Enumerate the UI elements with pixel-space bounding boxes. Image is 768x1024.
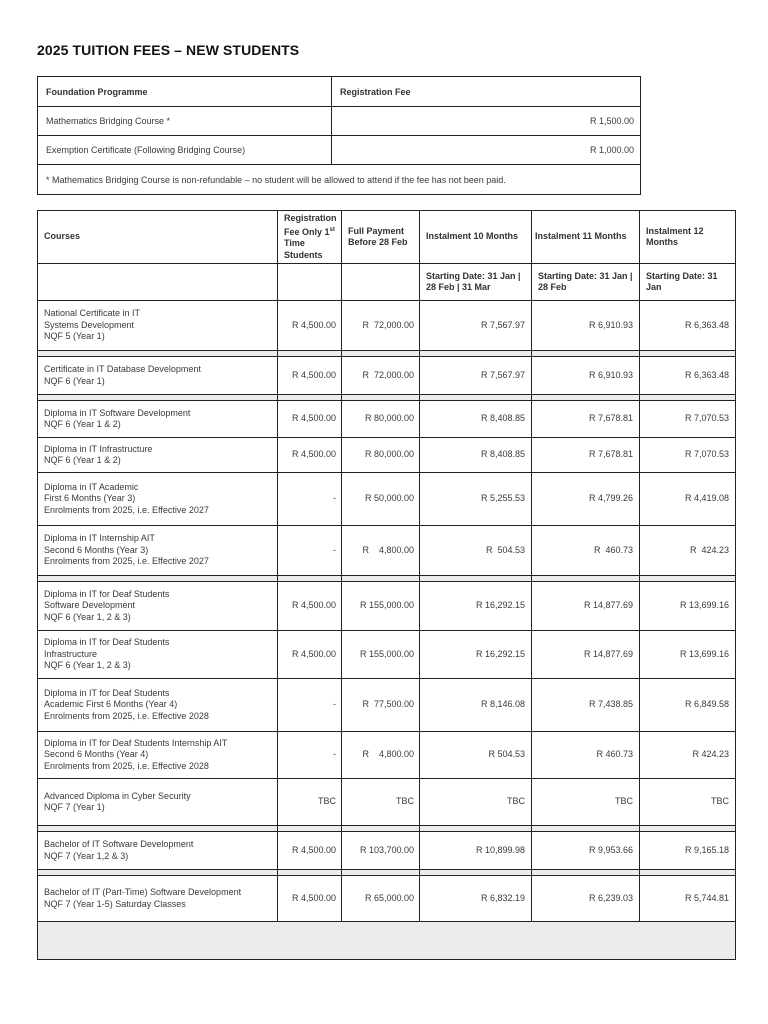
foundation-col-programme: Foundation Programme (38, 77, 332, 107)
full-payment-cell: R 103,700.00 (342, 832, 420, 870)
instalment-12-cell: R 5,744.81 (640, 876, 736, 922)
course-name (38, 401, 278, 438)
instalment-11-cell: R 7,678.81 (532, 401, 640, 438)
instalment-12-cell: R 9,165.18 (640, 832, 736, 870)
col-courses: Courses (38, 211, 278, 264)
registration-fee-cell: R 4,500.00 (278, 438, 342, 473)
course-name-line: Second 6 Months (Year 3) (44, 544, 149, 555)
course-name-line: NQF 6 (Year 1, 2 & 3) (44, 611, 131, 622)
table-row (38, 401, 736, 438)
course-name-line: First 6 Months (Year 3) (44, 493, 136, 504)
instalment-10-cell: TBC (420, 779, 532, 826)
foundation-programme-name: Mathematics Bridging Course * (38, 107, 332, 136)
foundation-header-row (38, 77, 641, 107)
instalment-10-cell: R 6,832.19 (420, 876, 532, 922)
start-date-10: Starting Date: 31 Jan | 28 Feb | 31 Mar (420, 264, 532, 301)
course-name-line: Enrolments from 2025, i.e. Effective 2027 (44, 556, 209, 567)
full-payment-cell: R 155,000.00 (342, 582, 420, 631)
col-full-payment: Full Payment Before 28 Feb (342, 211, 420, 264)
foundation-col-fee: Registration Fee (332, 77, 641, 107)
instalment-12-cell: R 424.23 (640, 732, 736, 779)
registration-fee-cell: R 4,500.00 (278, 582, 342, 631)
course-name-line: Diploma in IT Internship AIT (44, 533, 155, 544)
instalment-11-cell: R 7,438.85 (532, 679, 640, 732)
course-name (38, 779, 278, 826)
course-name (38, 631, 278, 679)
instalment-11-cell: R 460.73 (532, 526, 640, 576)
course-name-line: Infrastructure (44, 648, 98, 659)
course-name-line: NQF 5 (Year 1) (44, 331, 105, 342)
instalment-11-cell: TBC (532, 779, 640, 826)
course-name-line: National Certificate in IT (44, 308, 141, 319)
instalment-10-cell: R 504.53 (420, 526, 532, 576)
full-payment-cell: R 72,000.00 (342, 357, 420, 395)
foundation-table (37, 76, 641, 195)
instalment-10-cell: R 7,567.97 (420, 357, 532, 395)
instalment-11-cell: R 9,953.66 (532, 832, 640, 870)
start-dates-empty (278, 264, 342, 301)
course-name (38, 438, 278, 473)
instalment-12-cell: R 6,363.48 (640, 357, 736, 395)
full-payment-cell: TBC (342, 779, 420, 826)
footer-cell (38, 922, 736, 960)
table-row (38, 136, 641, 165)
course-name-line: Software Development (44, 600, 136, 611)
registration-fee-cell: - (278, 526, 342, 576)
instalment-10-cell: R 8,146.08 (420, 679, 532, 732)
course-name-line: NQF 7 (Year 1,2 & 3) (44, 850, 129, 861)
course-name-line: NQF 7 (Year 1-5) Saturday Classes (44, 898, 186, 909)
table-row (38, 876, 736, 922)
registration-fee-cell: R 4,500.00 (278, 301, 342, 351)
start-date-12: Starting Date: 31 Jan (640, 264, 736, 301)
full-payment-cell: R 155,000.00 (342, 631, 420, 679)
courses-header-row (38, 211, 736, 264)
instalment-10-cell: R 10,899.98 (420, 832, 532, 870)
course-name-line: Advanced Diploma in Cyber Security (44, 790, 191, 801)
table-row (38, 473, 736, 526)
instalment-11-cell: R 6,910.93 (532, 301, 640, 351)
instalment-12-cell: R 7,070.53 (640, 401, 736, 438)
instalment-11-cell: R 14,877.69 (532, 631, 640, 679)
instalment-10-cell: R 504.53 (420, 732, 532, 779)
registration-fee-cell: - (278, 732, 342, 779)
table-row (38, 582, 736, 631)
col-registration-fee-text-b: Time Students (284, 238, 323, 260)
full-payment-cell: R 77,500.00 (342, 679, 420, 732)
registration-fee-cell: - (278, 679, 342, 732)
course-name-line: Diploma in IT for Deaf Students (44, 588, 170, 599)
courses-table (37, 210, 736, 960)
course-name-line: Academic First 6 Months (Year 4) (44, 699, 178, 710)
course-name-line: Certificate in IT Database Development (44, 364, 201, 374)
instalment-12-cell: R 424.23 (640, 526, 736, 576)
course-name-line: Bachelor of IT (Part-Time) Software Development (44, 887, 242, 897)
instalment-11-cell: R 6,910.93 (532, 357, 640, 395)
full-payment-cell: R 4,800.00 (342, 732, 420, 779)
foundation-note-row (38, 165, 641, 195)
course-name-line: Systems Development (44, 319, 135, 330)
foundation-fee: R 1,000.00 (332, 136, 641, 165)
table-row (38, 779, 736, 826)
courses-body (38, 301, 736, 960)
course-name-line: Diploma in IT Software Development (44, 407, 191, 418)
start-date-11: Starting Date: 31 Jan | 28 Feb (532, 264, 640, 301)
table-row (38, 301, 736, 351)
registration-fee-cell: R 4,500.00 (278, 631, 342, 679)
course-name-line: Second 6 Months (Year 4) (44, 749, 149, 760)
foundation-note: * Mathematics Bridging Course is non-refundable – no student will be allowed to attend if the fee has not been paid. (38, 165, 641, 195)
instalment-10-cell: R 16,292.15 (420, 582, 532, 631)
instalment-12-cell: R 7,070.53 (640, 438, 736, 473)
table-row (38, 357, 736, 395)
col-instalment-10: Instalment 10 Months (420, 211, 532, 264)
full-payment-cell: R 80,000.00 (342, 401, 420, 438)
instalment-11-cell: R 6,239.03 (532, 876, 640, 922)
course-name (38, 473, 278, 526)
course-name-line: Bachelor of IT Software Development (44, 839, 194, 849)
registration-fee-cell: TBC (278, 779, 342, 826)
course-name-line: NQF 6 (Year 1) (44, 375, 105, 386)
page-title: 2025 TUITION FEES – NEW STUDENTS (37, 42, 300, 58)
full-payment-cell: R 4,800.00 (342, 526, 420, 576)
course-name (38, 526, 278, 576)
registration-fee-cell: R 4,500.00 (278, 876, 342, 922)
table-row (38, 832, 736, 870)
course-name-line: Diploma in IT Infrastructure (44, 443, 153, 454)
table-row (38, 107, 641, 136)
instalment-11-cell: R 4,799.26 (532, 473, 640, 526)
registration-fee-cell: R 4,500.00 (278, 357, 342, 395)
instalment-12-cell: R 6,363.48 (640, 301, 736, 351)
course-name (38, 732, 278, 779)
instalment-10-cell: R 5,255.53 (420, 473, 532, 526)
instalment-11-cell: R 14,877.69 (532, 582, 640, 631)
course-name-line: NQF 6 (Year 1, 2 & 3) (44, 660, 131, 671)
instalment-12-cell: R 6,849.58 (640, 679, 736, 732)
start-dates-empty (342, 264, 420, 301)
col-registration-fee-text-a: Registration Fee Only 1 (284, 213, 337, 237)
table-row (38, 732, 736, 779)
start-dates-empty (38, 264, 278, 301)
instalment-10-cell: R 7,567.97 (420, 301, 532, 351)
table-row (38, 438, 736, 473)
registration-fee-cell: R 4,500.00 (278, 832, 342, 870)
full-payment-cell: R 65,000.00 (342, 876, 420, 922)
col-registration-fee (278, 211, 342, 264)
col-registration-fee-sup: st (329, 226, 335, 233)
foundation-programme-name: Exemption Certificate (Following Bridging Course) (38, 136, 332, 165)
course-name-line: Enrolments from 2025, i.e. Effective 2028 (44, 710, 209, 721)
table-row (38, 526, 736, 576)
instalment-12-cell: TBC (640, 779, 736, 826)
table-footer-row (38, 922, 736, 960)
course-name (38, 832, 278, 870)
instalment-12-cell: R 13,699.16 (640, 582, 736, 631)
instalment-12-cell: R 13,699.16 (640, 631, 736, 679)
course-name-line: Diploma in IT for Deaf Students (44, 687, 170, 698)
instalment-10-cell: R 8,408.85 (420, 401, 532, 438)
course-name (38, 357, 278, 395)
full-payment-cell: R 80,000.00 (342, 438, 420, 473)
course-name-line: NQF 6 (Year 1 & 2) (44, 455, 121, 465)
course-name-line: Enrolments from 2025, i.e. Effective 2028 (44, 760, 209, 771)
full-payment-cell: R 50,000.00 (342, 473, 420, 526)
instalment-11-cell: R 460.73 (532, 732, 640, 779)
course-name (38, 679, 278, 732)
course-name-line: Diploma in IT for Deaf Students (44, 637, 170, 648)
start-dates-row (38, 264, 736, 301)
table-row (38, 679, 736, 732)
course-name (38, 301, 278, 351)
col-instalment-11: Instalment 11 Months (532, 211, 640, 264)
course-name-line: NQF 7 (Year 1) (44, 802, 105, 812)
course-name-line: NQF 6 (Year 1 & 2) (44, 419, 121, 429)
instalment-10-cell: R 16,292.15 (420, 631, 532, 679)
full-payment-cell: R 72,000.00 (342, 301, 420, 351)
col-instalment-12: Instalment 12 Months (640, 211, 736, 264)
foundation-fee: R 1,500.00 (332, 107, 641, 136)
course-name-line: Diploma in IT for Deaf Students Internship AIT (44, 737, 228, 748)
course-name-line: Diploma in IT Academic (44, 481, 139, 492)
course-name (38, 582, 278, 631)
course-name (38, 876, 278, 922)
registration-fee-cell: R 4,500.00 (278, 401, 342, 438)
instalment-10-cell: R 8,408.85 (420, 438, 532, 473)
registration-fee-cell: - (278, 473, 342, 526)
instalment-11-cell: R 7,678.81 (532, 438, 640, 473)
table-row (38, 631, 736, 679)
course-name-line: Enrolments from 2025, i.e. Effective 2027 (44, 504, 209, 515)
instalment-12-cell: R 4,419.08 (640, 473, 736, 526)
